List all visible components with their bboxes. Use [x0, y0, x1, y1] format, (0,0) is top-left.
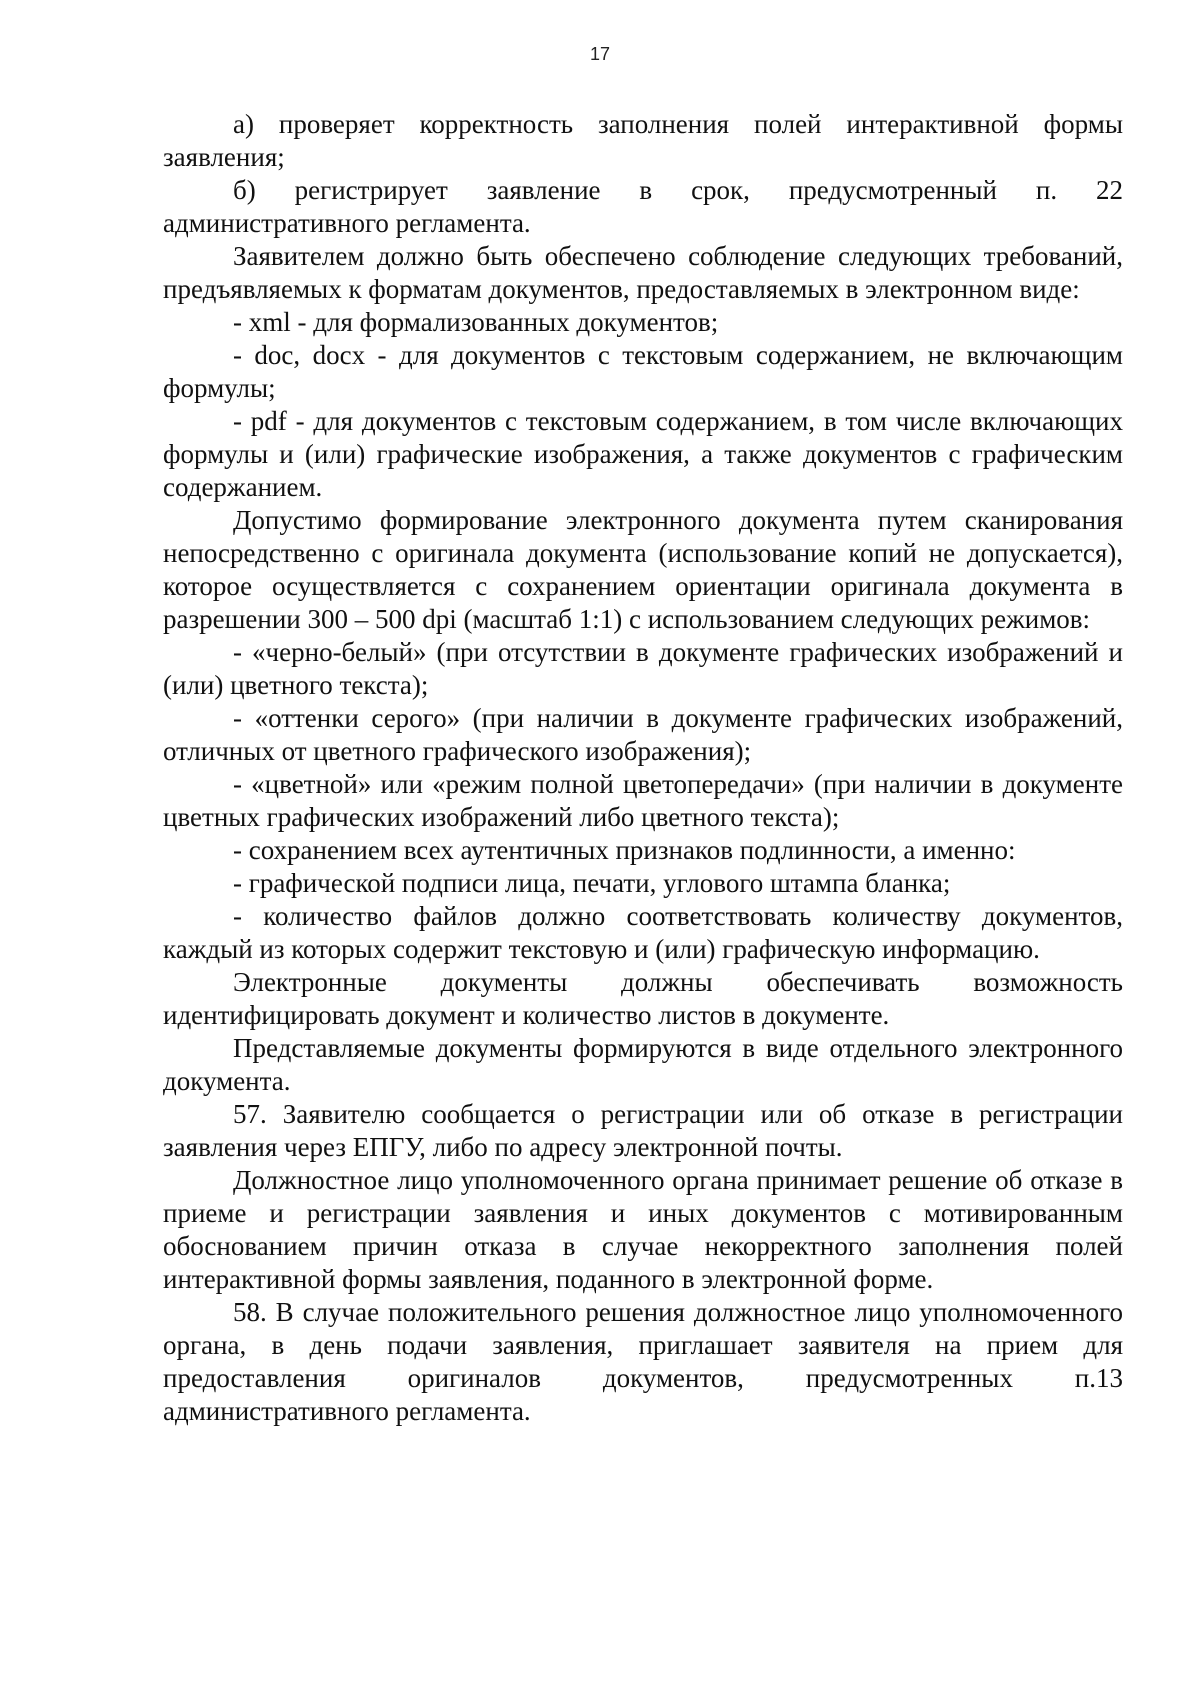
list-item-black-white: - «черно-белый» (при отсутствии в документе графических изображений и (или) цветного текста); — [163, 637, 1123, 700]
paragraph-separate-document: Представляемые документы формируются в виде отдельного электронного документа. — [163, 1033, 1123, 1096]
paragraph-scanning: Допустимо формирование электронного документа путем сканирования непосредственно с оригинала документа (использование копий не допускается), которое осуществляется с сохранением ориентации оригинала документа в разрешении 300 – 500 dpi (масштаб 1:1) с использованием следующих режимов: — [163, 505, 1123, 634]
paragraph-58: 58. В случае положительного решения должностное лицо уполномоченного органа, в день подачи заявления, приглашает заявителя на прием для предоставления оригиналов документов, предусмотренных п.13 административного регламента. — [163, 1297, 1123, 1426]
paragraph-refusal: Должностное лицо уполномоченного органа принимает решение об отказе в приеме и регистрации заявления и иных документов с мотивированным обоснованием причин отказа в случае некорректного заполнения полей интерактивной формы заявления, поданного в электронной форме. — [163, 1165, 1123, 1294]
list-item-grayscale: - «оттенки серого» (при наличии в документе графических изображений, отличных от цветного графического изображения); — [163, 703, 1123, 766]
list-item-color: - «цветной» или «режим полной цветопередачи» (при наличии в документе цветных графических изображений либо цветного текста); — [163, 769, 1123, 832]
list-item-signature: - графической подписи лица, печати, углового штампа бланка; — [233, 868, 951, 898]
list-item-xml: - xml - для формализованных документов; — [233, 307, 719, 337]
paragraph-57: 57. Заявителю сообщается о регистрации или об отказе в регистрации заявления через ЕПГУ, либо по адресу электронной почты. — [163, 1099, 1123, 1162]
document-body — [163, 108, 1123, 1428]
paragraph-identification: Электронные документы должны обеспечивать возможность идентифицировать документ и количество листов в документе. — [163, 967, 1123, 1030]
list-item-doc: - doc, docx - для документов с текстовым содержанием, не включающим формулы; — [163, 340, 1123, 403]
list-item-file-count: - количество файлов должно соответствовать количеству документов, каждый из которых содержит текстовую и (или) графическую информацию. — [163, 901, 1123, 964]
list-item-pdf: - pdf - для документов с текстовым содержанием, в том числе включающих формулы и (или) графические изображения, а также документов с графическим содержанием. — [163, 406, 1123, 502]
paragraph-b-register: б) регистрирует заявление в срок, предусмотренный п. 22 административного регламента. — [163, 175, 1123, 238]
list-item-authenticity: - сохранением всех аутентичных признаков подлинности, а именно: — [233, 835, 1016, 865]
paragraph-a-check: а) проверяет корректность заполнения полей интерактивной формы заявления; — [163, 109, 1123, 172]
paragraph-format-requirements: Заявителем должно быть обеспечено соблюдение следующих требований, предъявляемых к форматам документов, предоставляемых в электронном виде: — [163, 241, 1123, 304]
page-number: 17 — [589, 44, 611, 64]
